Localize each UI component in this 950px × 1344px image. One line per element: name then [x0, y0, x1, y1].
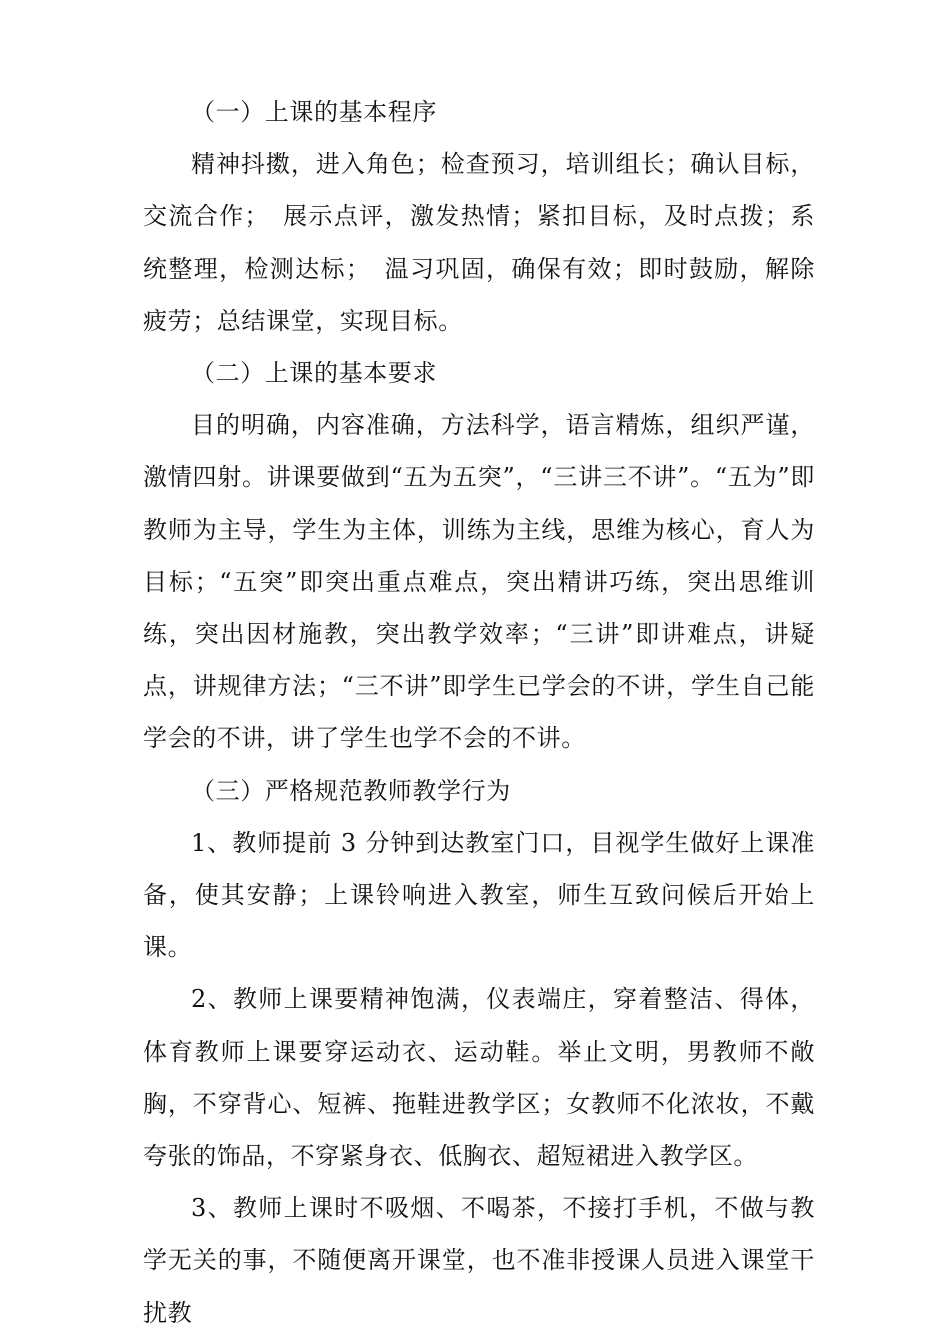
- section-heading-basic-requirements: （二）上课的基本要求: [191, 359, 437, 388]
- conduct-item-2: 2、教师上课要精神饱满，仪表端庄，穿着整洁、得体，体育教师上课要穿运动衣、运动鞋。举止文明，男教师不敞胸，不穿背心、短裤、拖鞋进教学区；女教师不化浓妆，不戴夸张的饰品，不穿紧身衣、低胸衣、超短裙进入教学区。: [143, 985, 815, 1171]
- conduct-item-1: 1、教师提前 3 分钟到达教室门口，目视学生做好上课准备，使其安静；上课铃响进入教室，师生互致问候后开始上课。: [143, 828, 815, 962]
- conduct-item-3: 3、教师上课时不吸烟、不喝茶，不接打手机，不做与教学无关的事，不随便离开课堂，也不准非授课人员进入课堂干扰教: [143, 1194, 815, 1327]
- document-body: [143, 86, 815, 1339]
- paragraph-basic-requirements: 目的明确，内容准确，方法科学，语言精炼，组织严谨，激情四射。讲课要做到“五为五突”，“三讲三不讲”。“五为”即教师为主导，学生为主体，训练为主线，思维为核心，育人为目标；“五突”即突出重点难点，突出精讲巧练，突出思维训练，突出因材施教，突出教学效率；“三讲”即讲难点，讲疑点，讲规律方法；“三不讲”即学生已学会的不讲，学生自己能学会的不讲，讲了学生也学不会的不讲。: [143, 411, 815, 753]
- paragraph-basic-procedure: 精神抖擞，进入角色；检查预习，培训组长；确认目标，交流合作； 展示点评，激发热情；紧扣目标，及时点拨；系统整理，检测达标； 温习巩固，确保有效；即时鼓励，解除疲劳；总结课堂，实现目标。: [143, 150, 815, 335]
- section-heading-teacher-conduct: （三）严格规范教师教学行为: [191, 776, 511, 805]
- section-heading-basic-procedure: （一）上课的基本程序: [191, 98, 437, 126]
